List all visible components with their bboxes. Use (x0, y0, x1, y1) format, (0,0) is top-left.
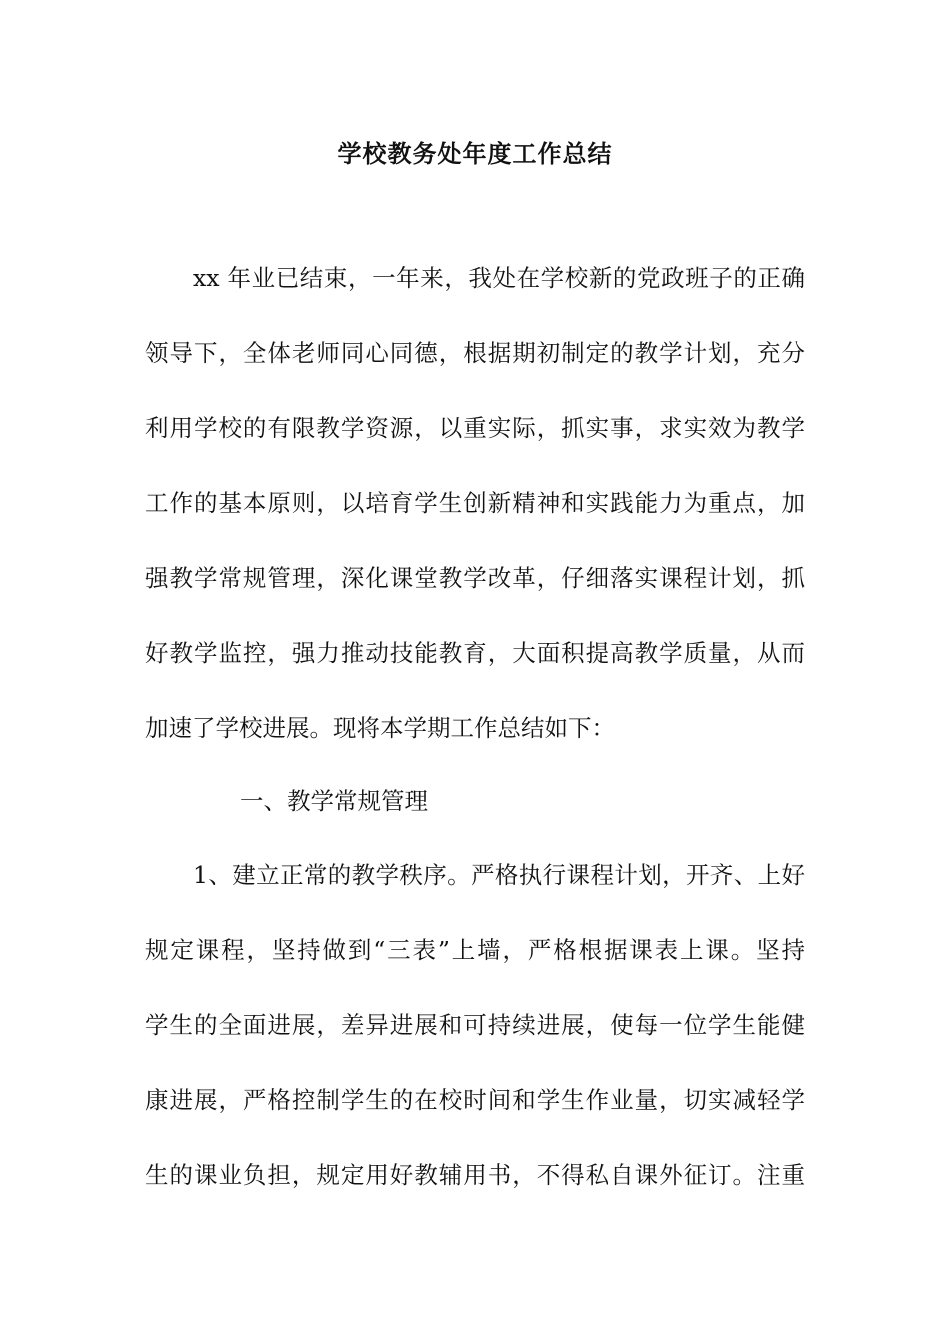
section-heading: 一、教学常规管理 (240, 787, 428, 815)
paragraph-1-line-1: xx 年业已结束，一年来，我处在学校新的党政班子的正确 (193, 264, 805, 292)
paragraph-1-line-2: 领导下，全体老师同心同德，根据期初制定的教学计划，充分 (145, 339, 805, 367)
paragraph-2-line-3: 学生的全面进展，差异进展和可持续进展，使每一位学生能健 (145, 1011, 805, 1039)
paragraph-1-line-7: 加速了学校进展。现将本学期工作总结如下： (145, 714, 615, 742)
paragraph-2-line-5: 生的课业负担，规定用好教辅用书，不得私自课外征订。注重 (145, 1161, 805, 1189)
paragraph-2-line-2: 规定课程，坚持做到“三表”上墙，严格根据课表上课。坚持 (145, 936, 805, 964)
paragraph-1-line-5: 强教学常规管理，深化课堂教学改革，仔细落实课程计划，抓 (145, 564, 805, 592)
document-title: 学校教务处年度工作总结 (337, 140, 613, 168)
paragraph-1-line-3: 利用学校的有限教学资源，以重实际，抓实事，求实效为教学 (145, 414, 805, 442)
paragraph-1-line-4: 工作的基本原则，以培育学生创新精神和实践能力为重点，加 (145, 489, 805, 517)
paragraph-1-line-6: 好教学监控，强力推动技能教育，大面积提高教学质量，从而 (145, 639, 805, 667)
paragraph-2-line-4: 康进展，严格控制学生的在校时间和学生作业量，切实减轻学 (145, 1086, 805, 1114)
paragraph-2-line-1: 1、建立正常的教学秩序。严格执行课程计划，开齐、上好 (193, 861, 805, 889)
